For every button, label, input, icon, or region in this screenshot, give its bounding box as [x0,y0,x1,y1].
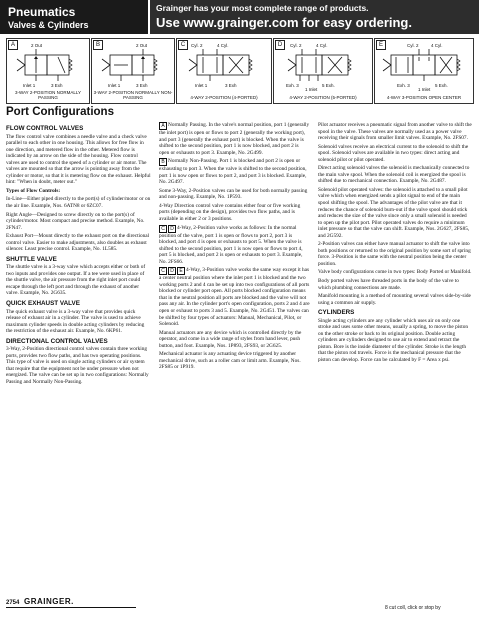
port-label: Exh. 3 [397,83,410,88]
port-label: Cyl. 2 [290,43,302,48]
port-label: 3 Exh [51,83,63,88]
brand-banner [0,0,148,34]
port-label: Inlet 1 [195,83,208,88]
port-label: 4 Cyl. [217,43,229,48]
diagram-letter: C [178,40,188,50]
paragraph [159,122,310,156]
letter-box: A [159,122,167,130]
paragraph-text: Normally Passing. In the valve's normal position, port 1 (generally the inlet port) is open or flows to port 2 (generally the working port), and port 3 (generally the exhaust port) is blocked. When the valve is shifted to the second position, port 1 is now blocked, and port 2 is open or exhausts to port 3. Example, No. 2G499. [159,122,310,156]
paragraph: Body ported valves have threaded ports in the body of the valve to which plumbing connections are made. [318,278,459,291]
diagram-letter: E [376,40,386,50]
port-label: 3 Exh [136,83,148,88]
letter-box: C [159,267,167,275]
brand-subtitle: Valves & Cylinders [8,20,89,30]
paragraph: Solenoid valves receive an electrical current to the solenoid to shift the spool. Solenoid valves are available in two types: direct acting and solenoid pilot or pilot operated. [318,143,469,163]
diagram-caption: 4-WAY 2-POSITION (5-PORTED) [289,95,357,100]
grainger-banner [150,0,479,34]
paragraph: Manual actuators are any device which is controlled directly by the operator, and come in a wide range of styles from hand lever, push button, and foot. Example, Nos. 1P893, 2FS93, or 2G625. [159,329,302,349]
paragraph: The quick exhaust valve is a 3-way valve that provides quick release of exhaust air in a cylinder. The valve is used to achieve maximum cylinder speeds in double acting cylinders by reducing the restriction of the exhaust air. Example, No. 6KP61. [6,308,145,335]
paragraph: Valve body configurations come in two types: Body Ported or Manifold. [318,269,472,276]
port-label: 2 Out [31,43,43,48]
valve-symbol-icon [375,39,473,103]
paragraph: 2-Position valves can either have manual actuator to shift the valve into both positions or returned to the original position by some sort of spring force. 3-Position is the same with the neutral position being the center position. [318,241,471,267]
paragraph [159,225,310,266]
diagram-caption: 4-WAY 3-POSITION OPEN CENTER [386,95,462,100]
port-label: 4 Cyl. [431,43,443,48]
heading-quick-exhaust: QUICK EXHAUST VALVE [6,300,80,308]
column-1 [6,122,151,388]
paragraph-text: Normally Non-Passing. Port 1 is blocked and port 2 is open or exhausting to port 3. When the valve is shifted to the second position, port 1 is now open or flows to port 2, and port 3 is blocked. Example, No. 2G497. [159,158,307,186]
diagram-letter: D [275,40,285,50]
paragraph: The shuttle valve is a 3-way valve which accepts either or both of two inputs and provides one output. If a tee were used in place of the shuttle valve, the air pressure from the right inlet port could escape through the left port and through the exhaust of another valve. Example, No. 2G635. [6,264,146,297]
column-3 [318,122,472,366]
paragraph: Exhaust Port—Mount directly to the exhaust port on the directional control valve. Easier to make adjustments, also doubles as exhaust silencer. Least precise control. Example, No. 1L585. [6,233,150,253]
port-label: 2 Out [136,43,148,48]
paragraph [159,158,310,186]
port-label: 5 Exh. [322,83,335,88]
footer-note: 8 cut coll, click or stop by [385,605,441,611]
paragraph: Single acting cylinders are any cylinder which uses air on only one stroke and uses some other means, usually a spring, to move the piston on the other stroke or back to its original position. Double acting cylinders are cylinders designed to use air to extend and retract the piston. Bore is the inside diameter of the cylinder. Stroke is the length that the piston rod travels. Force is the mechanical pressure that the piston can develop. Force can be calculated by F = Area x psi. [318,317,469,363]
paragraph: 3-Way, 2-Position directional control valves contain three working ports, provides two flow paths, and has two operating positions. This type of valve is used on single acting cylinders or air system that require that the equipment not be under pressure when not energized. The valve can be set up in two configurations: Normally Passing and Normally Non-Passing. [6,346,149,385]
diagram-c [176,38,272,104]
paragraph: Direct acting solenoid valves the solenoid is mechanically connected to the main valve spool. When the solenoid coil is energized the spool is shifted due to mechanical connection. Example, No. 2G487. [318,165,470,185]
paragraph: Right Angle—Designed to screw directly on to the port(s) of cylinder/motor. Most compact and precise method. Example, No. 2FN47. [6,211,145,231]
diagram-d [273,38,373,104]
valve-symbol-icon [177,39,271,103]
paragraph: The flow control valve combines a needle valve and a check valve parallel to each other in one housing. This allows for free flow in one direction, and metered flow in the other. Metered flow is indicated by an arrow on the side of the housing. Flow control valves are used to control the speed of a cylinder or air motor. The valves are mounted so that the arrow is pointing away from the cylinder or motor, so that it is metering flow on the exhaust. Helpful hint: "When in doubt, meter out." [6,133,151,186]
footer-rule [6,607,136,608]
banner-tagline: Grainger has your most complete range of products. [156,3,369,13]
port-label: 1 Inlet [305,87,318,92]
letter-box: B [159,158,167,166]
page-number: 2754 [6,600,20,606]
heading-cylinders: CYLINDERS [318,309,355,317]
paragraph: Manifold mounting is a method of mounting several valves side-by-side using a common air supply. [318,293,471,306]
port-label: Inlet 1 [23,83,36,88]
letter-box: E [177,267,185,275]
diagram-letter: A [8,40,18,50]
section-title: Port Configurations [6,106,114,118]
port-label: Cyl. 2 [407,43,419,48]
subheading: Types of Flow Controls: [6,187,61,194]
letter-box: D [168,267,176,275]
paragraph: In-Line—Either piped directly to the port(s) of cylinder/motor or on the air line. Example, Nos. 6ATN8 or 6ZC07. [6,196,151,209]
port-label: Inlet 1 [108,83,121,88]
port-label: Exh. 3 [286,83,299,88]
diagram-e [374,38,474,104]
footer [6,597,74,606]
diagram-a [6,38,90,104]
letter-box: C [159,225,167,233]
paragraph: Pilot actuator receives a pneumatic signal from another valve to shift the spool in the valve. These valves are normally used as a power valve receiving their signals from smaller limit valves. Example, No. 2FS07. [318,122,472,142]
port-label: 3 Exh [225,83,237,88]
valve-symbol-icon [274,39,372,103]
paragraph: 4-Way Direction control valve contains either four or five working ports (depending on the design), provides two flow paths, and is available in either 2 or 3 positions. [159,202,301,223]
paragraph: Mechanical actuator is any actuating device triggered by another mechanical drive, such as a roller cam or limit arm. Example, Nos. 2FS85 or 1P919. [159,351,301,371]
paragraph-text: 4-Way, 2-Position valve works as follows: In the normal position of the valve, port 1 is open or flows to port 2, port 3 is blocked, and port 4 is open or exhausts to port 5. When the valve is shifted to the second position, port 1 is now open or flows to port 4, port 5 is blocked, and port 2 is open or exhausts to port 3. Example, No. 2FS66. [159,224,303,265]
paragraph: Some 3-Way, 2-Position valves can be used for both normally passing and non-passing. Example, No. 1P593. [159,187,308,201]
port-label: 5 Exh. [435,83,448,88]
paragraph [159,267,310,327]
diagram-caption: 3-WAY 2-POSITION NORMALLY NON-PASSING [93,90,173,100]
letter-box: D [168,225,176,233]
footer-logo: GRAINGER. [24,597,74,606]
heading-flow-control: FLOW CONTROL VALVES [6,125,84,132]
diagram-caption: 4-WAY 2-POSITION (4-PORTED) [190,95,258,100]
column-2 [159,122,310,373]
diagram-b [91,38,175,104]
port-label: Cyl. 2 [191,43,203,48]
heading-directional-control: DIRECTIONAL CONTROL VALVES [6,337,108,345]
heading-shuttle-valve: SHUTTLE VALVE [6,255,57,263]
brand-title: Pneumatics [8,5,76,19]
paragraph: Solenoid pilot operated valves: the solenoid is attached to a small pilot valve which when energized sends a pilot signal to end of the main spool shifting the spool. The advantages of the pilot valve are that it reduces the chance of solenoid burn-out if the valve spool should stick and reduces the size of the valve since only a small solenoid is needed to open up the pilot port. Pilot operated valves do require a minimum inlet pressure so that the valve can shift. Example, Nos. 2G627, 2FS85, and 2G592. [318,186,470,239]
port-label: 1 Inlet [418,87,431,92]
diagram-caption: 3-WAY 2-POSITION NORMALLY PASSING [14,90,82,100]
paragraph-text: 4-Way, 3-Position valve works the same way except it has a center neutral position where the inlet port 1 is blocked and the two working ports 2 and 4 can be set up into two configurations of all ports blocked or cylinder port open. All ports blocked configuration means that in the neutral position all ports are blocked and the valve will not pass any air. In the cylinder port's open configuration, ports 2 and 4 are open or exhaust to ports 3 and 5. Example, No. 2G451. The valves can be shifted by four types of actuators: Manual, Mechanical, Pilot, or Solenoid. [159,267,310,328]
port-label: 4 Cyl. [316,43,328,48]
banner-cta[interactable]: Use www.grainger.com for easy ordering. [156,15,412,30]
diagram-letter: B [93,40,103,50]
